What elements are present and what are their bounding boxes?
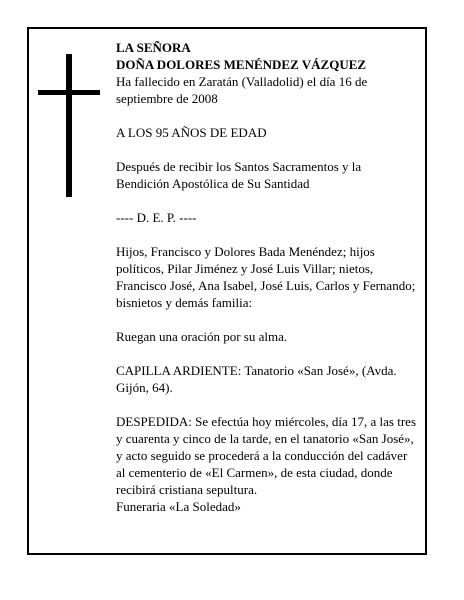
farewell-line: DESPEDIDA: Se efectúa hoy miércoles, día 17, a las tres y cuarenta y cinco de la tarde, en el tanatorio «San José», y acto seguido se procederá a la conducción del cadáver al cementerio de «El Carmen», de esta ciudad, donde recibirá cristiana sepultura. [116, 414, 417, 497]
cross-vertical-bar [66, 54, 72, 197]
latin-cross-icon [38, 54, 100, 197]
rip-line: ---- D. E. P. ---- [116, 210, 197, 225]
sacraments-line: Después de recibir los Santos Sacramentos y la Bendición Apostólica de Su Santidad [116, 159, 362, 191]
family-line: Hijos, Francisco y Dolores Bada Menéndez; hijos políticos, Pilar Jiménez y José Luis Villar; nietos, Francisco José, Ana Isabel, José Luis, Carlos y Fernando; bisnietos y demás familia: [116, 244, 416, 310]
deceased-name: DOÑA DOLORES MENÉNDEZ VÁZQUEZ [116, 57, 367, 72]
age-line: A LOS 95 AÑOS DE EDAD [116, 125, 267, 140]
obituary-text [116, 39, 416, 515]
death-announcement: Ha fallecido en Zaratán (Valladolid) el día 16 de septiembre de 2008 [116, 74, 368, 106]
chapel-line: CAPILLA ARDIENTE: Tanatorio «San José», (Avda. Gijón, 64). [116, 363, 397, 395]
prayer-request: Ruegan una oración por su alma. [116, 329, 288, 344]
cross-horizontal-bar [38, 90, 100, 95]
title-line-1: LA SEÑORA [116, 40, 191, 55]
funeral-home: Funeraria «La Soledad» [116, 499, 241, 514]
